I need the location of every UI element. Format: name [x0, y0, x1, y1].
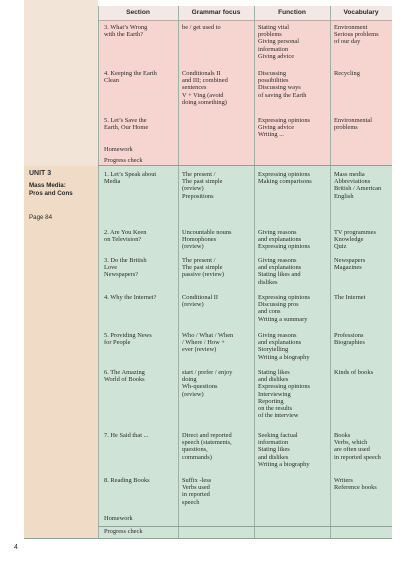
row-vocabulary: Environmental problems [334, 117, 372, 132]
row-section: 6. The Amazing World of Books [104, 369, 145, 384]
row-vocabulary: Newspapers Magazines [334, 257, 366, 272]
header-vocabulary: Vocabulary [343, 9, 379, 16]
row-vocabulary: Mass media Abbreviations British / American English [334, 171, 382, 200]
row-function: Expressing opinions Giving advice Writing ... [258, 117, 311, 139]
row-function: Stating likes and dislikes Expressing opinions Interviewing Reporting on the results of the interview [258, 369, 311, 420]
row-section: 1. Let’s Speak about Media [104, 171, 157, 186]
row-grammar: Conditional II (review) [182, 294, 219, 309]
row-progress-check: Progress check [104, 157, 143, 164]
row-function: Giving reasons and explanations Storytelling Writing a biography [258, 332, 310, 361]
row-grammar: Conditionals II and III; combined sentences V + Ving (avoid doing something) [182, 70, 228, 106]
row-function: Seeking factual information Stating likes and dislikes Writing a biography [258, 432, 310, 468]
row-divider [98, 526, 392, 527]
row-vocabulary: Writers Reference books [334, 477, 377, 492]
row-homework: Homework [104, 146, 133, 153]
row-function: Giving reasons and explanations Stating likes and dislikes [258, 257, 302, 286]
unit-title: UNIT 3 [29, 170, 52, 177]
column-divider [330, 6, 331, 538]
row-section: 5. Let’s Save the Earth, Our Home [104, 117, 149, 132]
row-grammar: The present / The past simple (review) Prepositions [182, 171, 223, 200]
row-section: 8. Reading Books [104, 477, 150, 484]
row-section: 3. What’s Wrong with the Earth? [104, 24, 148, 39]
row-vocabulary: Recycling [334, 70, 360, 77]
row-grammar: start / prefer / enjoy doing Wh-questions (review) [182, 369, 233, 398]
row-function: Expressing opinions Discussing pros and cons Writing a summary [258, 294, 311, 323]
row-function: Stating vital problems Giving personal information Giving advice [258, 24, 299, 60]
column-divider [178, 6, 179, 538]
header-grammar: Grammar focus [191, 9, 241, 16]
row-progress-check: Progress check [104, 528, 143, 535]
row-vocabulary: Environment Serious problems of our day [334, 24, 379, 46]
row-vocabulary: Books Verbs, which are often used in reported speech [334, 432, 381, 461]
row-grammar: Suffix -less Verbs used in reported speech [182, 477, 212, 506]
row-vocabulary: Kinds of books [334, 369, 374, 376]
row-function: Giving reasons and explanations Expressing opinions [258, 229, 311, 251]
left-column-top [24, 0, 98, 166]
header-function: Function [278, 9, 306, 16]
unit-subtitle: Mass Media: Pros and Cons [29, 182, 73, 197]
row-section: 4. Why the Internet? [104, 294, 157, 301]
left-column-unit3 [24, 166, 98, 538]
column-divider [254, 6, 255, 538]
row-grammar: Uncountable nouns Homophones (review) [182, 229, 232, 251]
page-number: 4 [14, 544, 18, 551]
unit-page-ref: Page 84 [29, 214, 53, 221]
row-function: Discussing possibilities Discussing ways of saving the Earth [258, 70, 307, 99]
table-bottom-border [24, 538, 392, 539]
row-section: 4. Keeping the Earth Clean [104, 70, 157, 85]
row-section: 2. Are You Keen on Television? [104, 229, 147, 244]
column-divider [98, 6, 99, 538]
section-divider [98, 165, 392, 166]
row-function: Expressing opinions Making comparisons [258, 171, 312, 186]
row-grammar: Who / What / When / Where / How + ever (review) [182, 332, 234, 354]
row-vocabulary: TV programmes Knowledge Quiz [334, 229, 376, 251]
row-vocabulary: The Internet [334, 294, 366, 301]
row-section: 3. Do the British Love Newspapers? [104, 257, 147, 279]
header-section: Section [126, 9, 150, 16]
table-header [98, 6, 392, 21]
row-section: 5. Providing News for People [104, 332, 152, 347]
row-grammar: be / get used to [182, 24, 221, 31]
row-section: 7. He Said that ... [104, 432, 149, 439]
row-grammar: The present / The past simple passive (review) [182, 257, 225, 279]
row-homework: Homework [104, 515, 133, 522]
row-grammar: Direct and reported speech (statements, questions, commands) [182, 432, 232, 461]
row-vocabulary: Professions Biographies [334, 332, 365, 347]
